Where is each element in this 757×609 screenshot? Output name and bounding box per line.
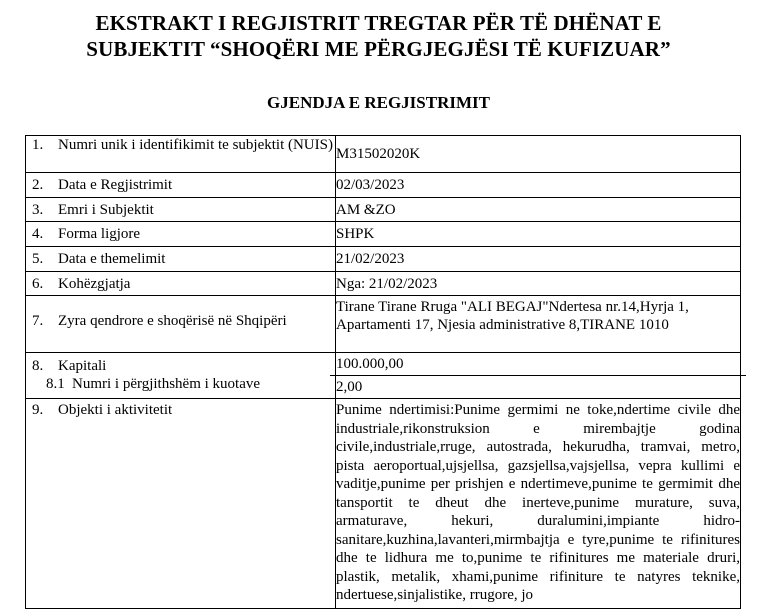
subject-name-value: AM &ZO bbox=[336, 202, 396, 218]
duration-value: Nga: 21/02/2023 bbox=[336, 276, 438, 292]
row-number: 3. bbox=[32, 202, 44, 218]
row-number: 7. bbox=[32, 313, 44, 329]
row-label: Kapitali bbox=[58, 358, 107, 374]
document-title bbox=[0, 10, 757, 62]
row-number: 4. bbox=[32, 226, 44, 242]
table-row bbox=[26, 198, 741, 222]
headquarters-address-value: Tirane Tirane Rruga "ALI BEGAJ"Ndertesa nr.14,Hyrja 1, Apartamenti 17, Njesia administrative 8,TIRANE 1010 bbox=[336, 299, 689, 333]
table-row bbox=[26, 247, 741, 272]
table-row bbox=[26, 353, 741, 399]
table-row bbox=[26, 272, 741, 296]
title-line-2: SUBJEKTIT “SHOQËRI ME PËRGJEGJËSI TË KUFIZUAR” bbox=[86, 37, 671, 61]
row-number: 1. bbox=[32, 137, 44, 153]
table-row bbox=[26, 296, 741, 353]
row-label: Data e Regjistrimit bbox=[58, 177, 173, 193]
row-label: Forma ligjore bbox=[58, 226, 141, 242]
table-row bbox=[26, 173, 741, 198]
row-number: 5. bbox=[32, 251, 44, 267]
table-row bbox=[26, 399, 741, 609]
nuis-value: M31502020K bbox=[336, 146, 421, 162]
row-value-cell bbox=[336, 136, 741, 173]
registry-table bbox=[25, 135, 741, 609]
row-number: 2. bbox=[32, 177, 44, 193]
table-row bbox=[26, 136, 741, 173]
quota-count-value: 2,00 bbox=[330, 375, 746, 396]
row-label-cell bbox=[26, 136, 336, 173]
sub-row-label: Numri i përgjithshëm i kuotave bbox=[72, 376, 261, 392]
row-number: 9. bbox=[32, 402, 44, 418]
row-label: Objekti i aktivitetit bbox=[58, 402, 173, 418]
row-number: 6. bbox=[32, 276, 44, 292]
sub-row bbox=[26, 375, 335, 393]
registration-date-value: 02/03/2023 bbox=[336, 177, 405, 193]
title-line-1: EKSTRAKT I REGJISTRIT TREGTAR PËR TË DHËNAT E bbox=[95, 11, 662, 35]
row-label: Zyra qendrore e shoqërisë në Shqipëri bbox=[58, 313, 287, 329]
row-label: Kohëzgjatja bbox=[58, 276, 131, 292]
capital-value: 100.000,00 bbox=[336, 356, 404, 372]
row-label: Numri unik i identifikimit te subjektit (NUIS) bbox=[58, 137, 333, 153]
activity-object-value: Punime ndertimisi:Punime germimi ne toke,ndertime civile dhe industriale,rikonstruksion e mirembajtje godina civile,industriale,rruge, autostrada, hekurudha, tramvai, metro, pista aeroportual,ujsjellsa, gazsjellsa,vajsjellsa, vepra kullimi e vaditje,punime per prishjen e ndertimeve,punime te germimit dhe tansportit te dheut dhe inerteve,punime murature, suva, armaturave, hekuri, duralumini,impiante hidro-sanitare,kuzhina,lavanteri,mirmbajtja e tyre,punime te rifinitures dhe te lidhura me to,punime te rifinitures me materiale druri, plastik, metalik, xhami,punime rifiniture te natyres teknike, ndertuese,sinjalistike, rrugore, jo bbox=[336, 402, 740, 603]
founding-date-value: 21/02/2023 bbox=[336, 251, 405, 267]
section-subtitle: GJENDJA E REGJISTRIMIT bbox=[267, 93, 490, 112]
sub-row-number: 8.1 bbox=[46, 376, 65, 392]
row-label: Emri i Subjektit bbox=[58, 202, 154, 218]
table-row bbox=[26, 222, 741, 247]
row-label: Data e themelimit bbox=[58, 251, 166, 267]
row-number: 8. bbox=[32, 358, 44, 374]
legal-form-value: SHPK bbox=[336, 226, 375, 242]
